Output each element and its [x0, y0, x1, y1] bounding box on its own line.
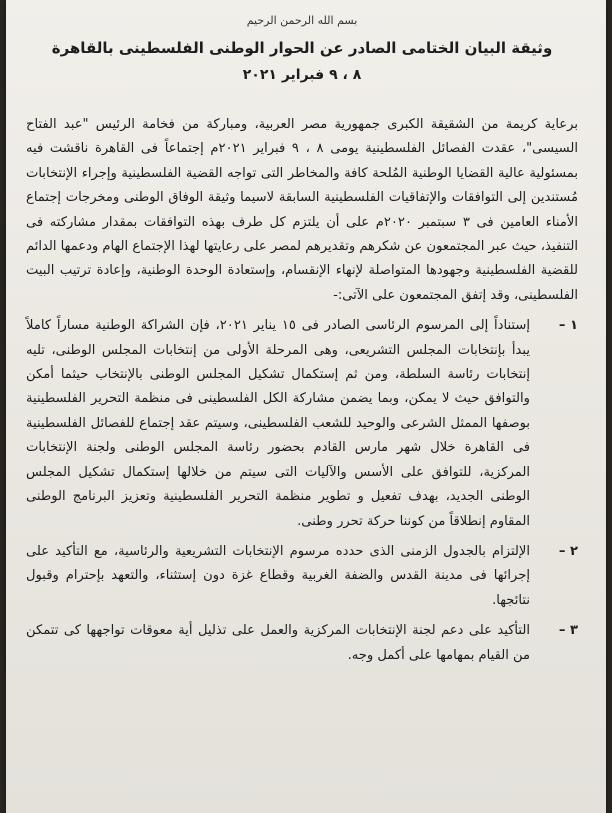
list-item: [26, 540, 578, 613]
document-title: وثيقة البيان الختامى الصادر عن الحوار الوطنى الفلسطينى بالقاهرة: [51, 39, 553, 57]
item-text: إستناداً إلى المرسوم الرئاسى الصادر فى ١٥ يناير ٢٠٢١، فإن الشراكة الوطنية مساراً كاملاً يبدأ بإنتخابات المجلس التشريعى، وهى المرحلة الأولى من إنتخابات المجلس الوطنى، تليه إنتخابات رئاسة السلطة، ومن ثم إستكمال تشكيل المجلس الوطنى بالإنتخاب حيثما أمكن والتوافق حيث لا يمكن، وبما يضمن مشاركة الكل الفلسطينى فى منظمة التحرير الفلسطينية بوصفها الممثل الشرعى والوحيد للشعب الفلسطينى، وسيتم عقد إجتماع للفصائل الفلسطينية فى القاهرة خلال شهر مارس القادم بحضور رئاسة المجلس الوطنى ولجنة الإنتخابات المركزية، للتوافق على الأسس والآليات التى سيتم من خلالها إستكمال تشكيل المجلس الوطنى الجديد، بهدف تفعيل و تطوير منظمة التحرير الفلسطينية وتعزيز البرنامج الوطنى المقاوم إنطلاقاً من كوننا حركة تحرر وطنى.: [26, 318, 530, 529]
document-date: ٨ ، ٩ فبراير ٢٠٢١: [242, 67, 362, 83]
item-number: ٢ –: [558, 543, 578, 559]
basmala: بسم الله الرحمن الرحيم: [246, 14, 358, 27]
item-number: ١ –: [558, 318, 578, 334]
intro-paragraph: برعاية كريمة من الشقيقة الكبرى جمهورية مصر العربية، ومباركة من فخامة الرئيس "عبد الفتاح السيسى"، عقدت الفصائل الفلسطينية يومى ٨ ، ٩ فبراير ٢٠٢١م إجتماعاً فى القاهرة ناقشت فيه بمسئولية عالية القضايا الوطنية المُلحة كافة والمخاطر التى تواجه القضية الفلسطينية وإجراء الإنتخابات مُستندين إلى التوافقات والإتفاقيات الفلسطينية السابقة لاسيما وثيقة الوفاق الوطنى ومخرجات إجتماع الأمناء العامين فى ٣ سبتمبر ٢٠٢٠م على أن يلتزم كل طرف بهذه التوافقات بمقدار مشاركته فى التنفيذ، حيث عبر المجتمعون عن شكرهم وتقديرهم لمصر على رعايتها لهذا الإجتماع الهام ودعمها الدائم للقضية الفلسطينية وجهودها المتواصلة لإنهاء الإنقسام، وإستعادة الوحدة الوطنية، وإعادة ترتيب البيت الفلسطينى، وقد إتفق المجتمعون على الآتى:-: [26, 117, 578, 303]
list-item: [26, 314, 578, 534]
item-text: التأكيد على دعم لجنة الإنتخابات المركزية والعمل على تذليل أية معوقات تواجهها كى تتمكن من القيام بمهامها على أكمل وجه.: [26, 623, 530, 663]
document-page: [6, 0, 606, 813]
item-number: ٣ –: [558, 623, 578, 639]
list-item: [26, 619, 578, 668]
item-text: الإلتزام بالجدول الزمنى الذى حدده مرسوم الإنتخابات التشريعية والرئاسية، مع التأكيد على إجرائها فى مدينة القدس والضفة الغربية وقطاع غزة دون إستثناء، والتعهد بإحترام وقبول نتائجها.: [26, 543, 530, 608]
document-body: [26, 0, 578, 668]
